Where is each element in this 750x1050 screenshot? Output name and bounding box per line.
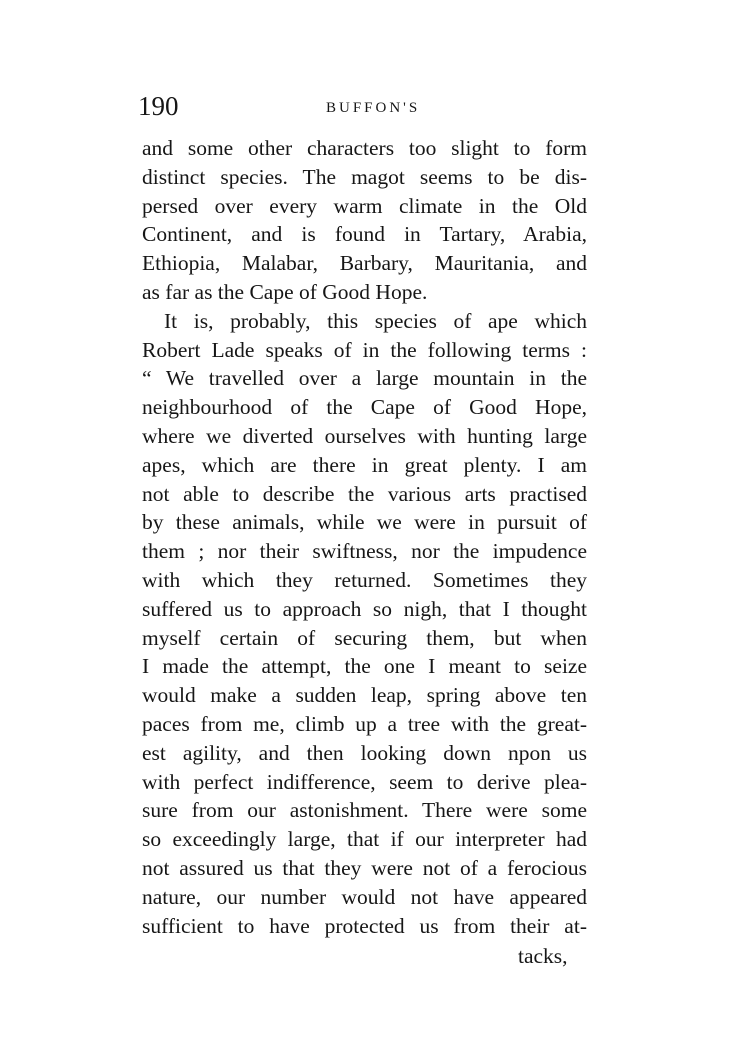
catchword: tacks, (518, 944, 568, 968)
text-line: paces from me, climb up a tree with the great- (142, 711, 587, 736)
text-line: them ; nor their swiftness, nor the impudence (142, 539, 587, 564)
text-line: Continent, and is found in Tartary, Arabia, (142, 222, 587, 247)
text-line: and some other characters too slight to form (142, 136, 587, 160)
text-line: Robert Lade speaks of in the following terms : (142, 337, 587, 362)
text-line: so exceedingly large, that if our interpreter had (142, 827, 587, 852)
text-line: nature, our number would not have appeared (142, 884, 587, 909)
text-line: suffered us to approach so nigh, that I thought (142, 596, 587, 621)
page-header (138, 88, 588, 124)
text-line: apes, which are there in great plenty. I am (142, 452, 587, 477)
text-line: Ethiopia, Malabar, Barbary, Mauritania, and (142, 251, 587, 276)
text-line: where we diverted ourselves with hunting large (142, 423, 587, 448)
text-line: sufficient to have protected us from their at- (142, 913, 587, 938)
text-line: sure from our astonishment. There were some (142, 798, 587, 823)
text-line: with perfect indifference, seem to derive plea- (142, 769, 587, 794)
page-number: 190 (138, 91, 179, 121)
running-head: BUFFON'S (326, 100, 421, 116)
text-line: distinct species. The magot seems to be dis- (142, 164, 587, 189)
text-line: est agility, and then looking down npon us (142, 740, 587, 765)
text-line: by these animals, while we were in pursuit of (142, 510, 587, 535)
text-line: as far as the Cape of Good Hope. (142, 279, 428, 304)
paragraph-2 (142, 307, 587, 941)
text-line: “ We travelled over a large mountain in the (142, 366, 587, 391)
text-line: would make a sudden leap, spring above ten (142, 683, 587, 708)
text-line: neighbourhood of the Cape of Good Hope, (142, 395, 587, 420)
paragraph-1 (142, 134, 587, 307)
text-line: I made the attempt, the one I meant to seize (142, 654, 587, 679)
text-line: not able to describe the various arts practised (142, 481, 587, 506)
body-text (142, 134, 587, 940)
text-line: not assured us that they were not of a ferocious (142, 855, 587, 880)
text-line: myself certain of securing them, but when (142, 625, 587, 650)
text-line: It is, probably, this species of ape which (164, 308, 587, 333)
text-line: persed over every warm climate in the Old (142, 193, 587, 218)
text-line: with which they returned. Sometimes they (142, 567, 587, 592)
